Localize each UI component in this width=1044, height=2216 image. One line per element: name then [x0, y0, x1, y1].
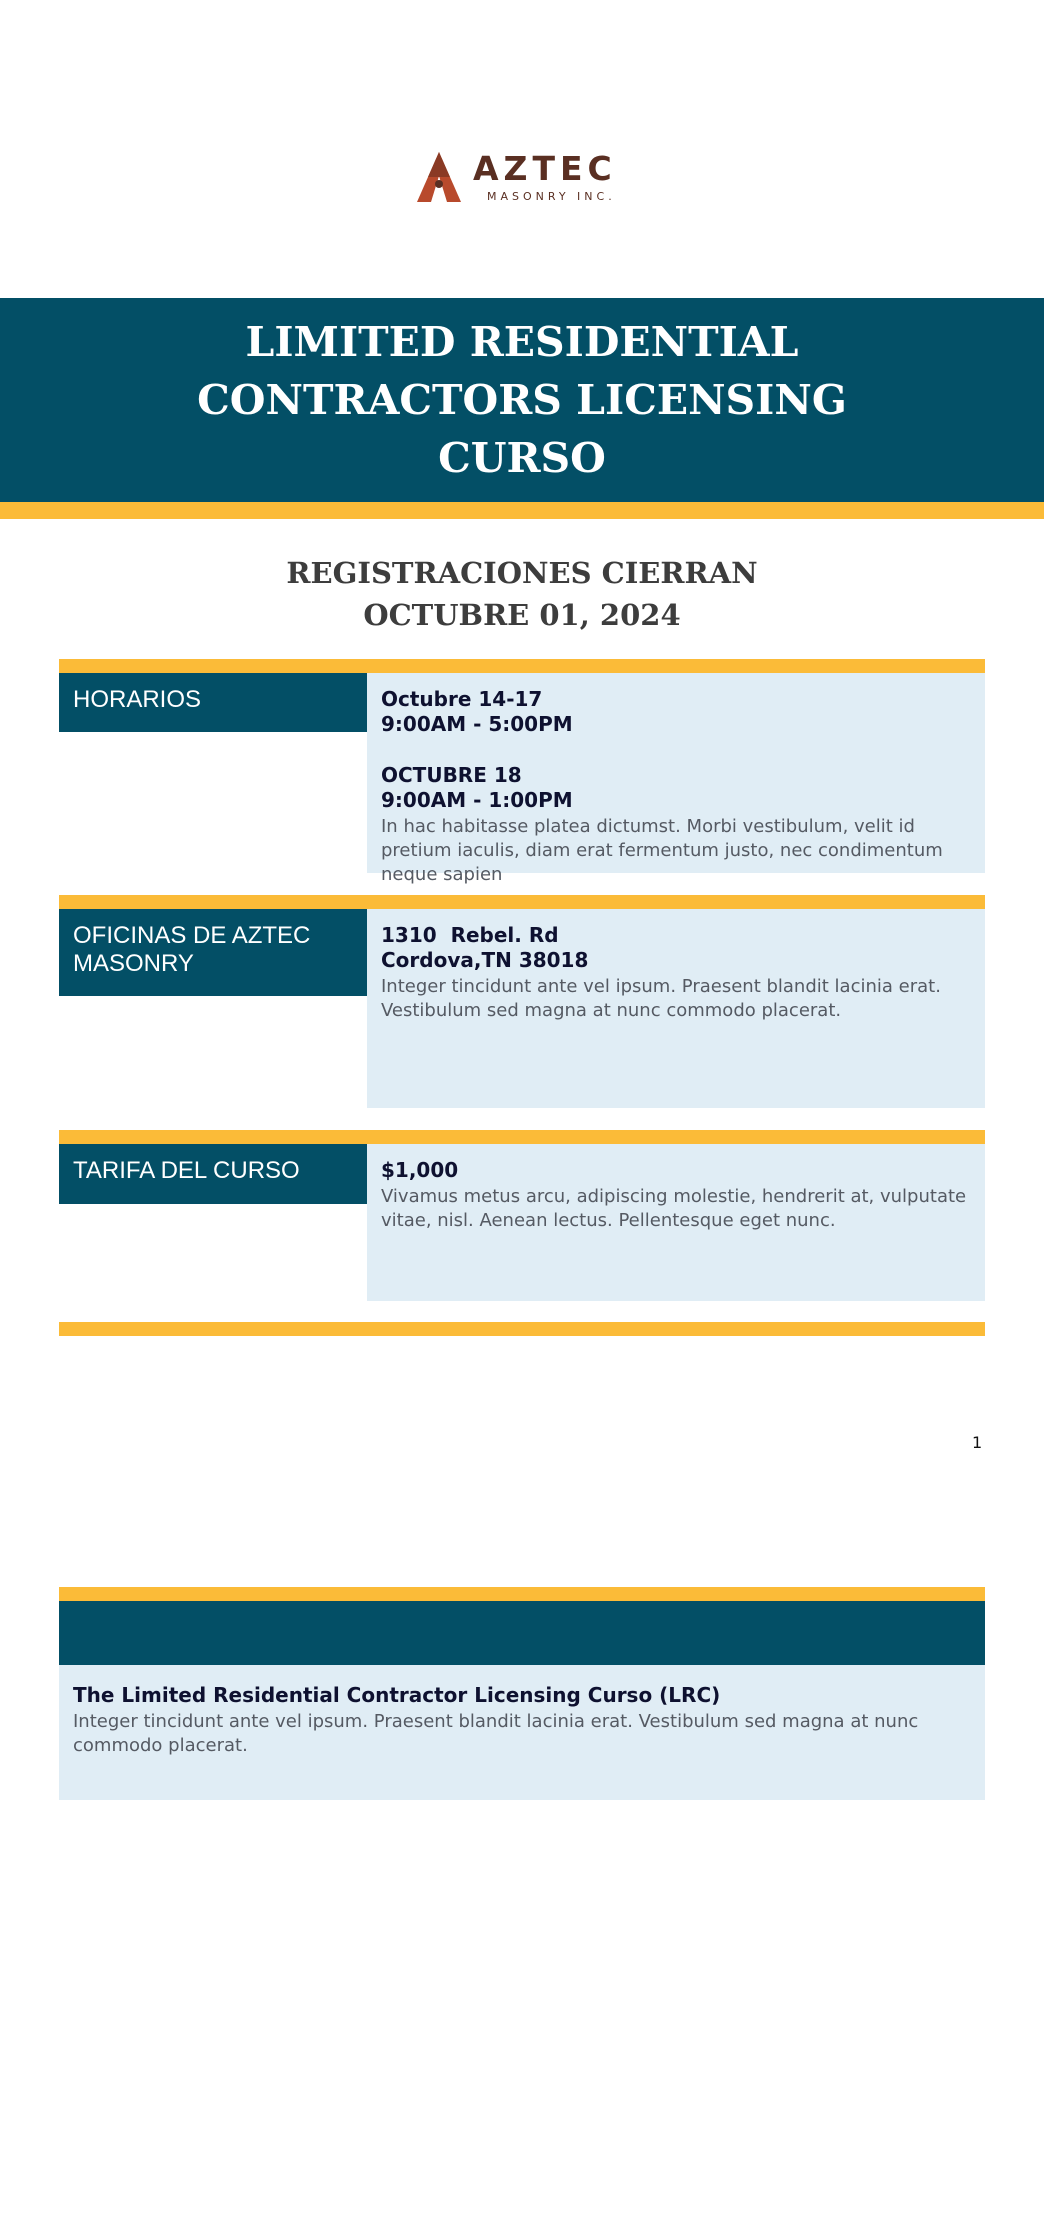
banner-accent-bar	[0, 502, 1044, 519]
page2-accent-bar	[59, 1587, 985, 1601]
title-banner	[0, 298, 1044, 502]
tarifa-label: TARIFA DEL CURSO	[59, 1144, 367, 1204]
page2-header-band	[59, 1601, 985, 1665]
logo-triangle-icon	[417, 152, 461, 202]
tarifa-content	[367, 1144, 985, 1301]
course-title: LIMITED RESIDENTIAL CONTRACTORS LICENSING CURSO	[197, 318, 847, 482]
horarios-label: HORARIOS	[59, 673, 367, 732]
horarios-date-1: Octubre 14-17	[381, 687, 543, 711]
page2-description: Integer tincidunt ante vel ipsum. Praesent blandit lacinia erat. Vestibulum sed magna at nunc commodo placerat.	[73, 1711, 919, 1756]
horarios-date-2: OCTUBRE 18	[381, 763, 522, 787]
horarios-time-2: 9:00AM - 1:00PM	[381, 788, 573, 812]
oficinas-label: OFICINAS DE AZTEC MASONRY	[59, 909, 367, 996]
company-logo	[413, 146, 631, 206]
registration-date: OCTUBRE 01, 2024	[363, 598, 681, 632]
logo-name: AZTEC	[473, 149, 617, 188]
tarifa-description: Vivamus metus arcu, adipiscing molestie, hendrerit at, vulputate vitae, nisl. Aenean lectus. Pellentesque eget nunc.	[381, 1186, 967, 1231]
section-divider	[59, 1322, 985, 1336]
oficinas-description: Integer tincidunt ante vel ipsum. Praesent blandit lacinia erat. Vestibulum sed magna at nunc commodo placerat.	[381, 976, 941, 1021]
section-divider	[59, 659, 985, 673]
page2-heading: The Limited Residential Contractor Licensing Curso (LRC)	[73, 1683, 721, 1707]
registration-label: REGISTRACIONES CIERRAN	[286, 556, 758, 590]
oficinas-address-line-2: Cordova,TN 38018	[381, 948, 589, 972]
oficinas-address-line-1: 1310 Rebel. Rd	[381, 923, 559, 947]
horarios-time-1: 9:00AM - 5:00PM	[381, 712, 573, 736]
horarios-description: In hac habitasse platea dictumst. Morbi vestibulum, velit id pretium iaculis, diam erat fermentum justo, nec condimentum neque sapien	[381, 816, 943, 885]
horarios-content	[367, 673, 985, 885]
oficinas-content	[367, 909, 985, 1108]
registration-deadline	[0, 552, 1044, 636]
page2-intro-box	[59, 1665, 985, 1800]
section-divider	[59, 895, 985, 909]
tarifa-price: $1,000	[381, 1158, 459, 1182]
logo-subtitle: MASONRY INC.	[487, 190, 616, 203]
page-number: 1	[972, 1433, 983, 1452]
section-divider	[59, 1130, 985, 1144]
